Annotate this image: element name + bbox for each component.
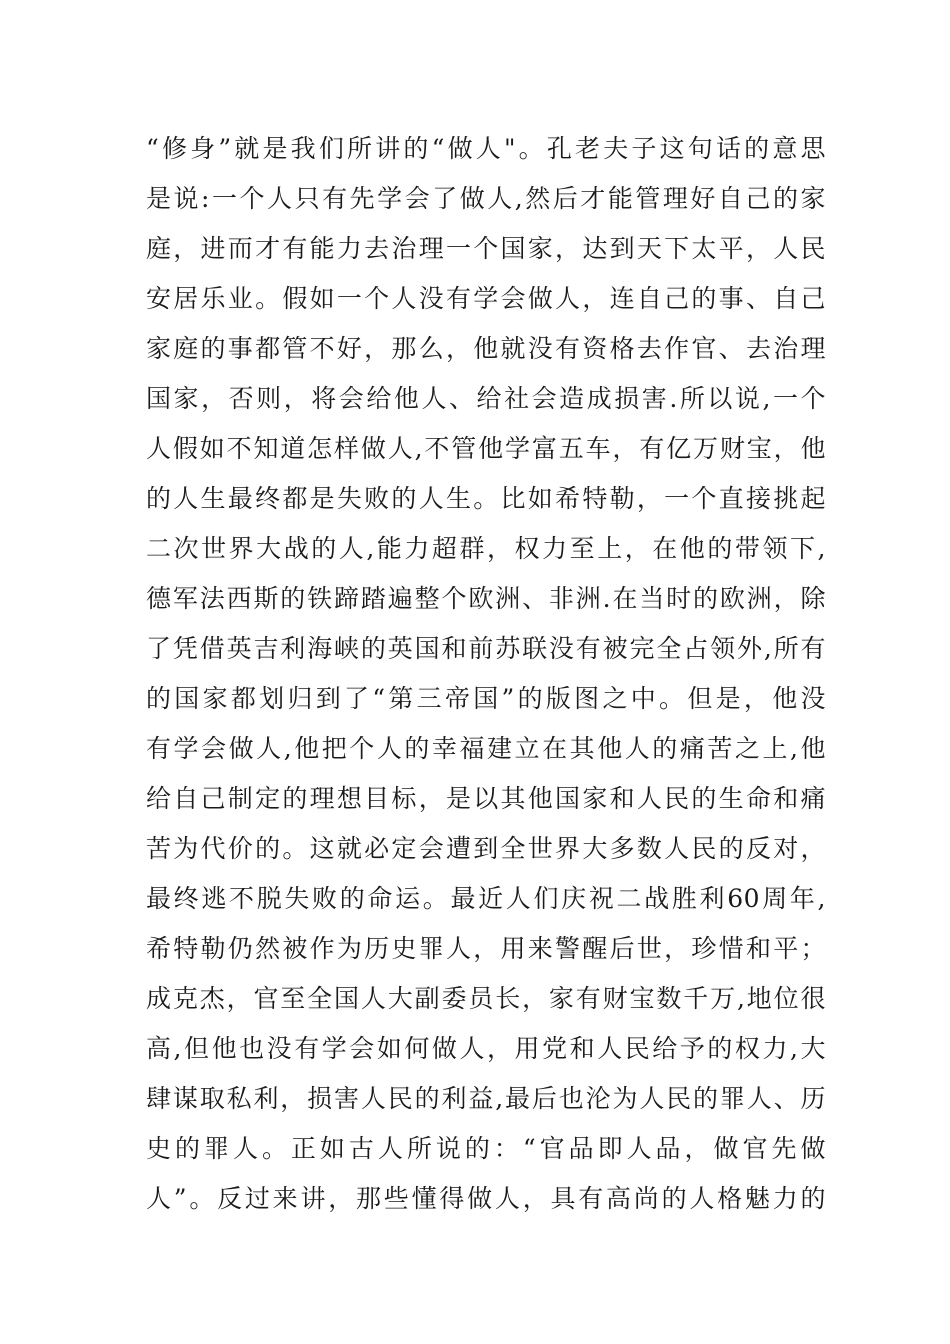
text-line: 的国家都划归到了“第三帝国”的版图之中。但是，他没 [146,684,826,713]
text-line: 最终逃不脱失败的命运。最近人们庆祝二战胜利60周年, [146,884,826,913]
text-line: 国家，否则，将会给他人、给社会造成损害.所以说,一个 [146,384,826,413]
text-line: 人假如不知道怎样做人,不管他学富五车，有亿万财宝，他 [146,434,826,463]
text-line: 是说:一个人只有先学会了做人,然后才能管理好自己的家 [146,184,826,213]
text-line: 希特勒仍然被作为历史罪人，用来警醒后世，珍惜和平； [146,934,826,963]
text-line: “修身”就是我们所讲的“做人"。孔老夫子这句话的意思 [146,134,826,163]
body-text [146,124,826,1224]
text-line: 苦为代价的。这就必定会遭到全世界大多数人民的反对， [146,834,826,863]
text-line: 高,但他也没有学会如何做人，用党和人民给予的权力,大 [146,1034,826,1063]
text-line: 的人生最终都是失败的人生。比如希特勒，一个直接挑起 [146,484,826,513]
text-line: 肆谋取私利，损害人民的利益,最后也沦为人民的罪人、历 [146,1084,826,1113]
text-line: 史的罪人。正如古人所说的：“官品即人品，做官先做 [146,1134,826,1163]
text-line: 了凭借英吉利海峡的英国和前苏联没有被完全占领外,所有 [146,634,826,663]
text-line: 安居乐业。假如一个人没有学会做人，连自己的事、自己 [146,284,826,313]
text-line: 家庭的事都管不好，那么，他就没有资格去作官、去治理 [146,334,826,363]
text-line: 二次世界大战的人,能力超群，权力至上，在他的带领下, [146,534,826,563]
text-line: 有学会做人,他把个人的幸福建立在其他人的痛苦之上,他 [146,734,826,763]
text-line: 成克杰，官至全国人大副委员长，家有财宝数千万,地位很 [146,984,826,1013]
text-line: 庭，进而才有能力去治理一个国家，达到天下太平，人民 [146,234,826,263]
text-line: 人”。反过来讲，那些懂得做人，具有高尚的人格魅力的 [146,1184,826,1213]
text-line: 德军法西斯的铁蹄踏遍整个欧洲、非洲.在当时的欧洲，除 [146,584,826,613]
text-line: 给自己制定的理想目标，是以其他国家和人民的生命和痛 [146,784,826,813]
